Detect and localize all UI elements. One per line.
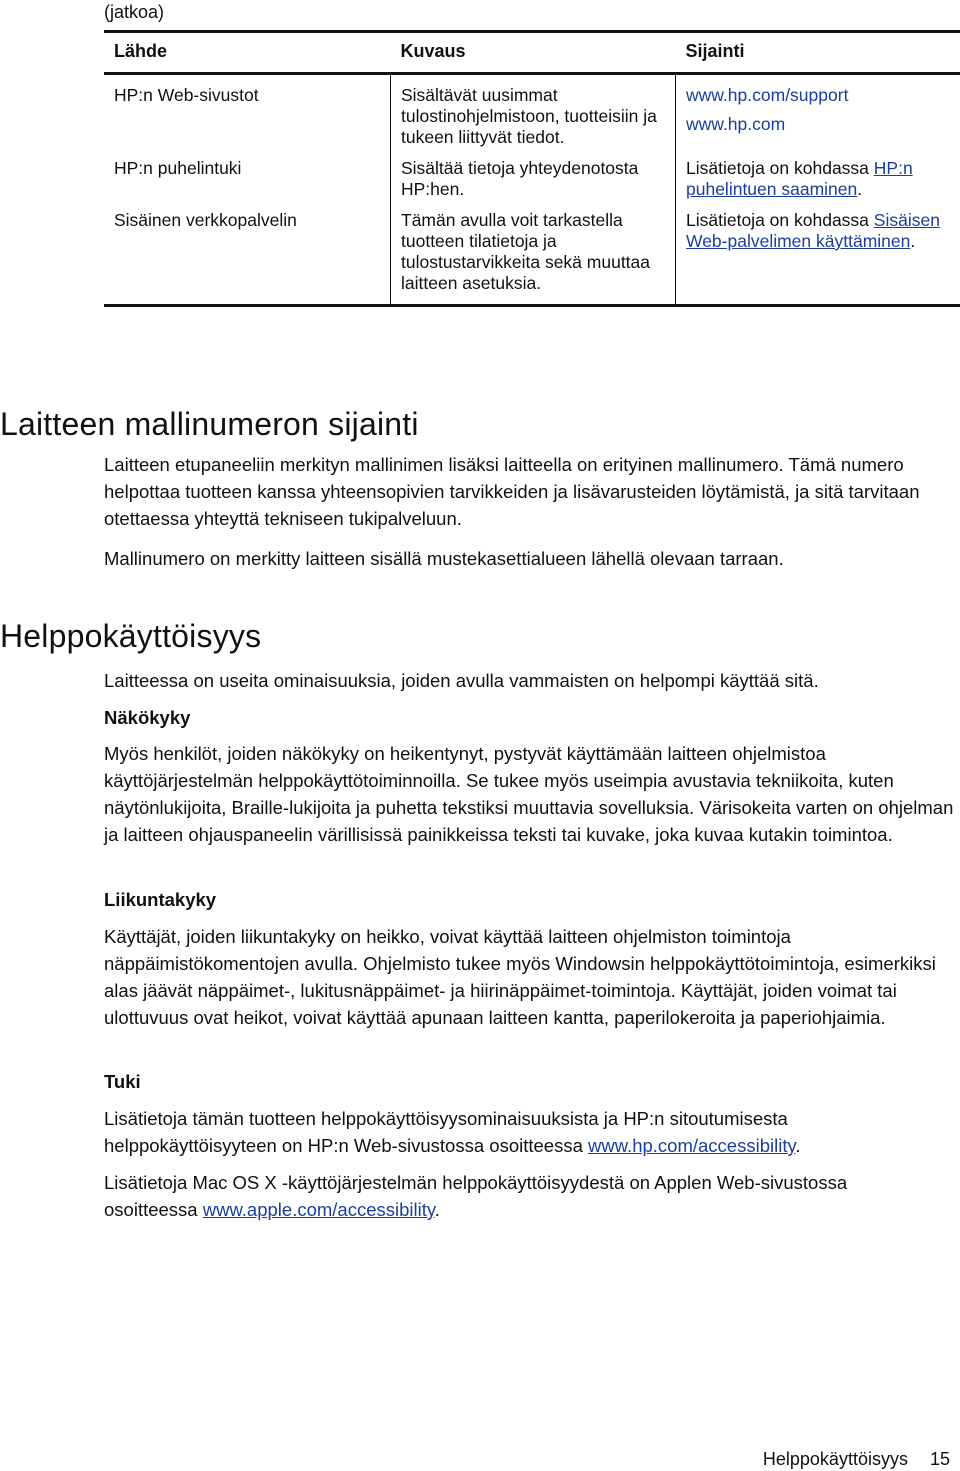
table-row — [104, 200, 960, 306]
location-prefix: Lisätietoja on kohdassa — [686, 210, 874, 230]
mobility-paragraph: Käyttäjät, joiden liikuntakyky on heikko, voivat käyttää laitteen ohjelmiston toimintoja näppäimistökomentojen avulla. Ohjelmisto tukee myös Windowsin helppokäyttötoimintoja, esimerkiksi alas jäävät näppäimet-, lukitusnäppäimet- ja hiirinäppäimet-toimintoja. Käyttäjät, joiden voimat tai ulottuvuus ovat heikot, voivat käyttää apunaan laitteen kantta, paperilokeroita ja paperiohjaimia. — [104, 926, 936, 1028]
model-number-location-paragraph: Mallinumero on merkitty laitteen sisällä mustekasettialueen lähellä olevaan tarraan. — [104, 548, 784, 569]
support-apple-text: Lisätietoja Mac OS X -käyttöjärjestelmän helppokäyttöisyydestä on Applen Web-sivustossa osoitteessa — [104, 1172, 848, 1220]
footer-section-title: Helppokäyttöisyys — [762, 1449, 908, 1469]
model-number-heading: Laitteen mallinumeron sijainti — [0, 406, 419, 442]
hp-support-link[interactable]: www.hp.com/support — [686, 85, 849, 105]
hp-home-link[interactable]: www.hp.com — [686, 114, 786, 134]
location-suffix: . — [857, 179, 863, 199]
page-footer — [763, 1448, 950, 1470]
support-hp-text: Lisätietoja tämän tuotteen helppokäyttöisyysominaisuuksista ja HP:n sitoutumisesta helppokäyttöisyyteen on HP:n Web-sivustossa osoitteessa — [104, 1108, 788, 1156]
header-description: Kuvaus — [391, 32, 676, 74]
row-description: Sisältää tietoja yhteydenotosta HP:hen. — [391, 148, 676, 200]
page-number: 15 — [929, 1449, 950, 1469]
support-hp-suffix: . — [795, 1135, 801, 1156]
row-source: HP:n Web-sivustot — [104, 74, 391, 149]
table-header-row — [104, 32, 960, 74]
row-description: Sisältävät uusimmat tulostinohjelmistoon, tuotteisiin ja tukeen liittyvät tiedot. — [391, 74, 676, 149]
location-suffix: . — [910, 231, 916, 251]
vision-paragraph: Myös henkilöt, joiden näkökyky on heikentynyt, pystyvät käyttämään laitteen ohjelmistoa käyttöjärjestelmän helppokäyttötoiminnoilla. Se tukee myös useimpia avustavia tekniikoita, kuten näytönlukijoita, Braille-lukijoita ja puhetta tekstiksi muuttavia sovelluksia. Värisokeita varten on ohjelman ja laitteen ohjauspaneelin värillisissä painikkeissa teksti tai kuvake, joka kuvaa kutakin toimintoa. — [104, 743, 954, 845]
continued-label: (jatkoa) — [104, 2, 165, 22]
location-prefix: Lisätietoja on kohdassa — [686, 158, 874, 178]
support-heading: Tuki — [104, 1071, 141, 1092]
row-source: HP:n puhelintuki — [104, 148, 391, 200]
support-paragraph-hp — [104, 1105, 960, 1159]
sources-table — [104, 30, 960, 307]
support-apple-suffix: . — [434, 1199, 440, 1220]
row-source: Sisäinen verkkopalvelin — [104, 200, 391, 306]
row-location — [676, 74, 960, 149]
row-description: Tämän avulla voit tarkastella tuotteen tilatietoja ja tulostustarvikkeita sekä muuttaa laitteen asetuksia. — [391, 200, 676, 306]
table-row — [104, 148, 960, 200]
accessibility-heading: Helppokäyttöisyys — [0, 618, 262, 654]
model-number-paragraph: Laitteen etupaneeliin merkityn mallinimen lisäksi laitteella on erityinen mallinumero. Tämä numero helpottaa tuotteen kanssa yhteensopivien tarvikkeiden ja lisävarusteiden löytämistä, ja sitä tarvitaan otettaessa yhteyttä tekniseen tukipalveluun. — [104, 454, 920, 529]
mobility-heading: Liikuntakyky — [104, 889, 217, 910]
vision-heading: Näkökyky — [104, 707, 191, 728]
support-paragraph-apple — [104, 1169, 904, 1223]
table-row — [104, 74, 960, 149]
phone-support-link[interactable]: HP:n puhelintuen saaminen — [686, 158, 913, 199]
hp-accessibility-link[interactable]: www.hp.com/accessibility — [588, 1135, 796, 1156]
header-location: Sijainti — [676, 32, 960, 74]
row-location — [676, 148, 960, 200]
accessibility-intro: Laitteessa on useita ominaisuuksia, joiden avulla vammaisten on helpompi käyttää sitä. — [104, 670, 819, 691]
header-source: Lähde — [104, 32, 391, 74]
embedded-web-server-link[interactable]: Sisäisen Web-palvelimen käyttäminen — [686, 210, 940, 251]
apple-accessibility-link[interactable]: www.apple.com/accessibility — [202, 1199, 435, 1220]
row-location — [676, 200, 960, 306]
